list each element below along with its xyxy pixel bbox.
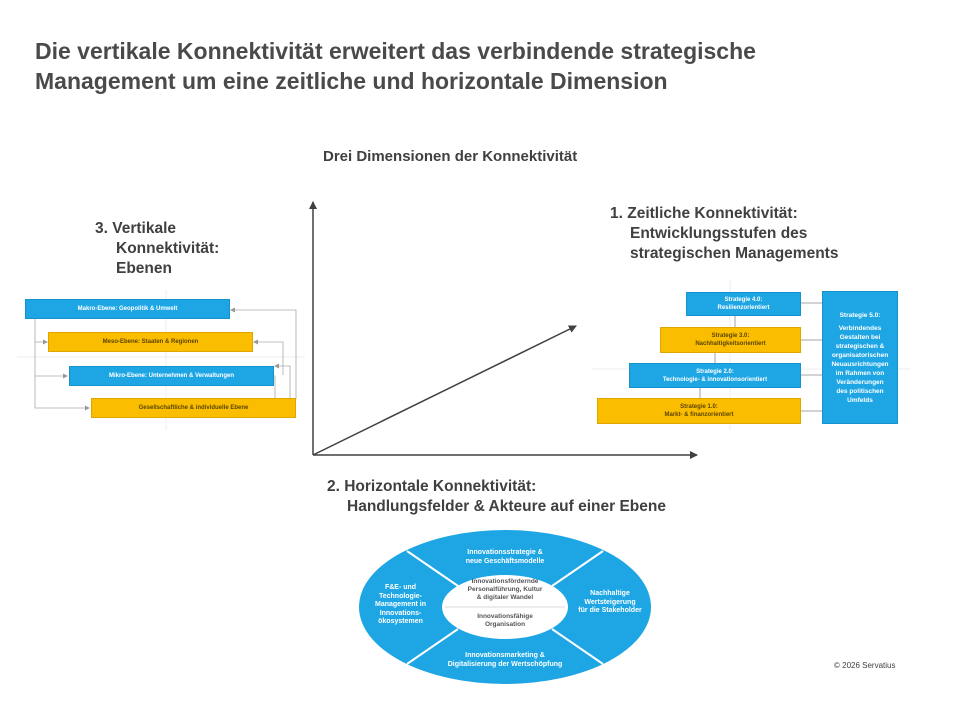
strategy-2: Strategie 2.0: Technologie- & innovationsorientiert bbox=[629, 363, 801, 388]
diagram-subtitle: Drei Dimensionen der Konnektivität bbox=[323, 148, 578, 165]
copyright: © 2026 Servatius bbox=[834, 661, 896, 670]
wheel-left-segment: F&E- und Technologie- Management in Innovations- ökosystemen bbox=[375, 584, 426, 625]
wheel-top-segment: Innovationsstrategie & neue Geschäftsmodelle bbox=[465, 549, 545, 565]
horizontal-heading: 2. Horizontale Konnektivität: Handlungsfelder & Akteure auf einer Ebene bbox=[327, 478, 666, 515]
title-line-1: Die vertikale Konnektivität erweitert das verbindende strategische bbox=[35, 38, 756, 64]
level-meso: Meso-Ebene: Staaten & Regionen bbox=[48, 332, 253, 352]
strategy-3: Strategie 3.0: Nachhaltigkeitsorientiert bbox=[660, 327, 801, 353]
strategy-5: Strategie 5.0: Verbindendes Gestalten bei strategischen & organisatorischen Neuausrichtungen im Rahmen von Veränderungen des politischen Umfelds bbox=[822, 291, 898, 424]
wheel-center-bottom: Innovationsfähige Organisation bbox=[477, 613, 533, 628]
vertical-heading: 3. Vertikale Konnektivität: Ebenen bbox=[95, 220, 220, 277]
level-micro: Mikro-Ebene: Unternehmen & Verwaltungen bbox=[69, 366, 274, 386]
wheel-bottom-segment: Innovationsmarketing & Digitalisierung der Wertschöpfung bbox=[447, 652, 563, 668]
wheel-right-segment: Nachhaltige Wertsteigerung für die Stakeholder bbox=[578, 590, 642, 614]
level-society: Gesellschaftliche & individuelle Ebene bbox=[91, 398, 296, 418]
strategy-1: Strategie 1.0: Markt- & finanzorientiert bbox=[597, 398, 801, 424]
temporal-heading: 1. Zeitliche Konnektivität: Entwicklungsstufen des strategischen Managements bbox=[610, 205, 839, 262]
wheel-center-top: Innovationsfördernde Personalführung, Kultur & digitaler Wandel bbox=[467, 578, 543, 601]
level-macro: Makro-Ebene: Geopolitik & Umwelt bbox=[25, 299, 230, 319]
strategy-4: Strategie 4.0: Resilienzorientiert bbox=[686, 292, 801, 316]
title-line-2: Management um eine zeitliche und horizontale Dimension bbox=[35, 68, 668, 94]
